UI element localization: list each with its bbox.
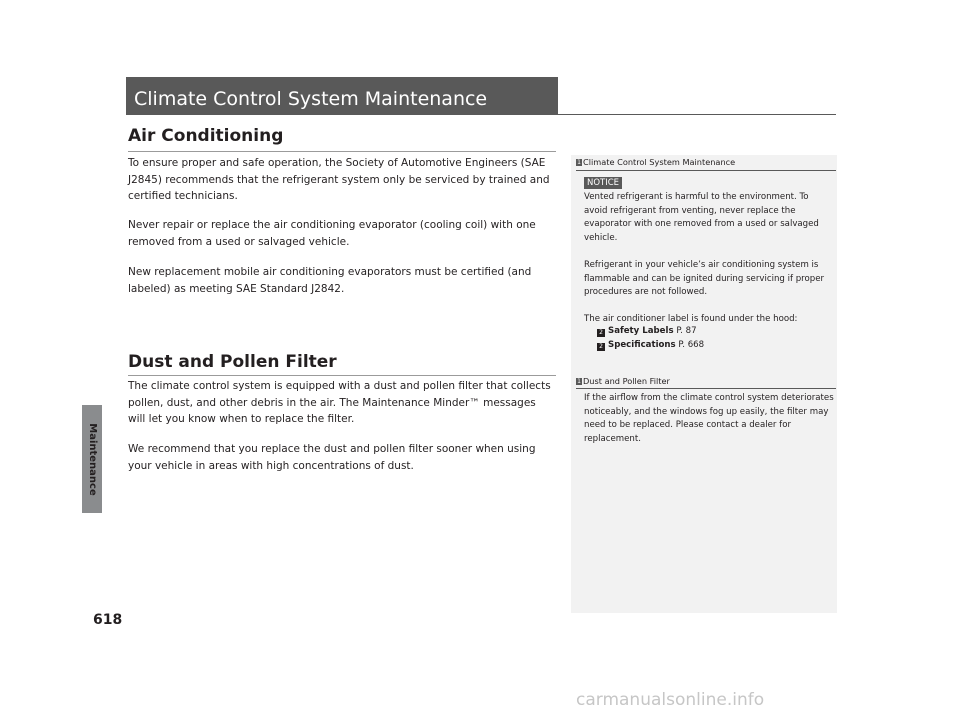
- paragraph: To ensure proper and safe operation, the Society of Automotive Engineers (SAE J2845) recommends that the refrigerant system only be serviced by trained and certified technicians.: [128, 157, 550, 202]
- note-paragraph: If the airflow from the climate control system deteriorates noticeably, and the windows fog up easily, the filter may need to be replaced. Please contact a dealer for replacement.: [584, 393, 834, 444]
- arrow-right-icon: 2: [597, 343, 605, 351]
- section-title-dust-pollen-filter: Dust and Pollen Filter: [128, 352, 337, 372]
- side-tab-label-wrap: [82, 405, 102, 513]
- note-paragraph: Refrigerant in your vehicle’s air conditioning system is flammable and can be ignited during servicing if proper procedures are not followed.: [584, 260, 825, 298]
- xref-label: Specifications: [608, 340, 676, 350]
- xref-page: P. 87: [676, 326, 697, 336]
- paragraph: The climate control system is equipped with a dust and pollen filter that collects pollen, dust, and other debris in the air. The Maintenance Minder™ messages will let you know when to replace the filter.: [128, 380, 551, 425]
- arrow-right-icon: 2: [597, 329, 605, 337]
- section-rule: [128, 151, 556, 152]
- note-rule: [576, 388, 836, 389]
- page-number: 618: [93, 612, 123, 628]
- section-rule: [128, 375, 556, 376]
- note-heading-text: Dust and Pollen Filter: [583, 376, 670, 386]
- xref-page: P. 668: [678, 340, 705, 350]
- note-paragraph: The air conditioner label is found under the hood:: [584, 314, 798, 324]
- paragraph: New replacement mobile air conditioning evaporators must be certified (and labeled) as meeting SAE Standard J2842.: [128, 266, 532, 295]
- notice-badge: NOTICE: [584, 177, 622, 189]
- xref-link-specifications[interactable]: [597, 340, 704, 351]
- xref-link-safety-labels[interactable]: [597, 326, 697, 337]
- side-tab-label: Maintenance: [86, 422, 98, 496]
- title-bar-underline: [558, 114, 836, 115]
- note-heading: [576, 376, 670, 386]
- paragraph: Never repair or replace the air conditioning evaporator (cooling coil) with one removed from a used or salvaged vehicle.: [128, 219, 536, 248]
- note-marker-icon: 1: [577, 378, 581, 385]
- note-paragraph: Vented refrigerant is harmful to the environment. To avoid refrigerant from venting, never replace the evaporator with one removed from a used or salvaged vehicle.: [584, 192, 819, 243]
- note-heading-text: Climate Control System Maintenance: [583, 157, 736, 167]
- page-title: Climate Control System Maintenance: [134, 88, 488, 110]
- section-title-air-conditioning: Air Conditioning: [128, 126, 284, 146]
- watermark: carmanualsonline.info: [576, 690, 765, 710]
- note-marker-icon: 1: [577, 159, 581, 166]
- note-rule: [576, 170, 836, 171]
- note-heading: [576, 157, 735, 167]
- paragraph: We recommend that you replace the dust and pollen filter sooner when using your vehicle in areas with high concentrations of dust.: [128, 443, 536, 472]
- xref-label: Safety Labels: [608, 326, 674, 336]
